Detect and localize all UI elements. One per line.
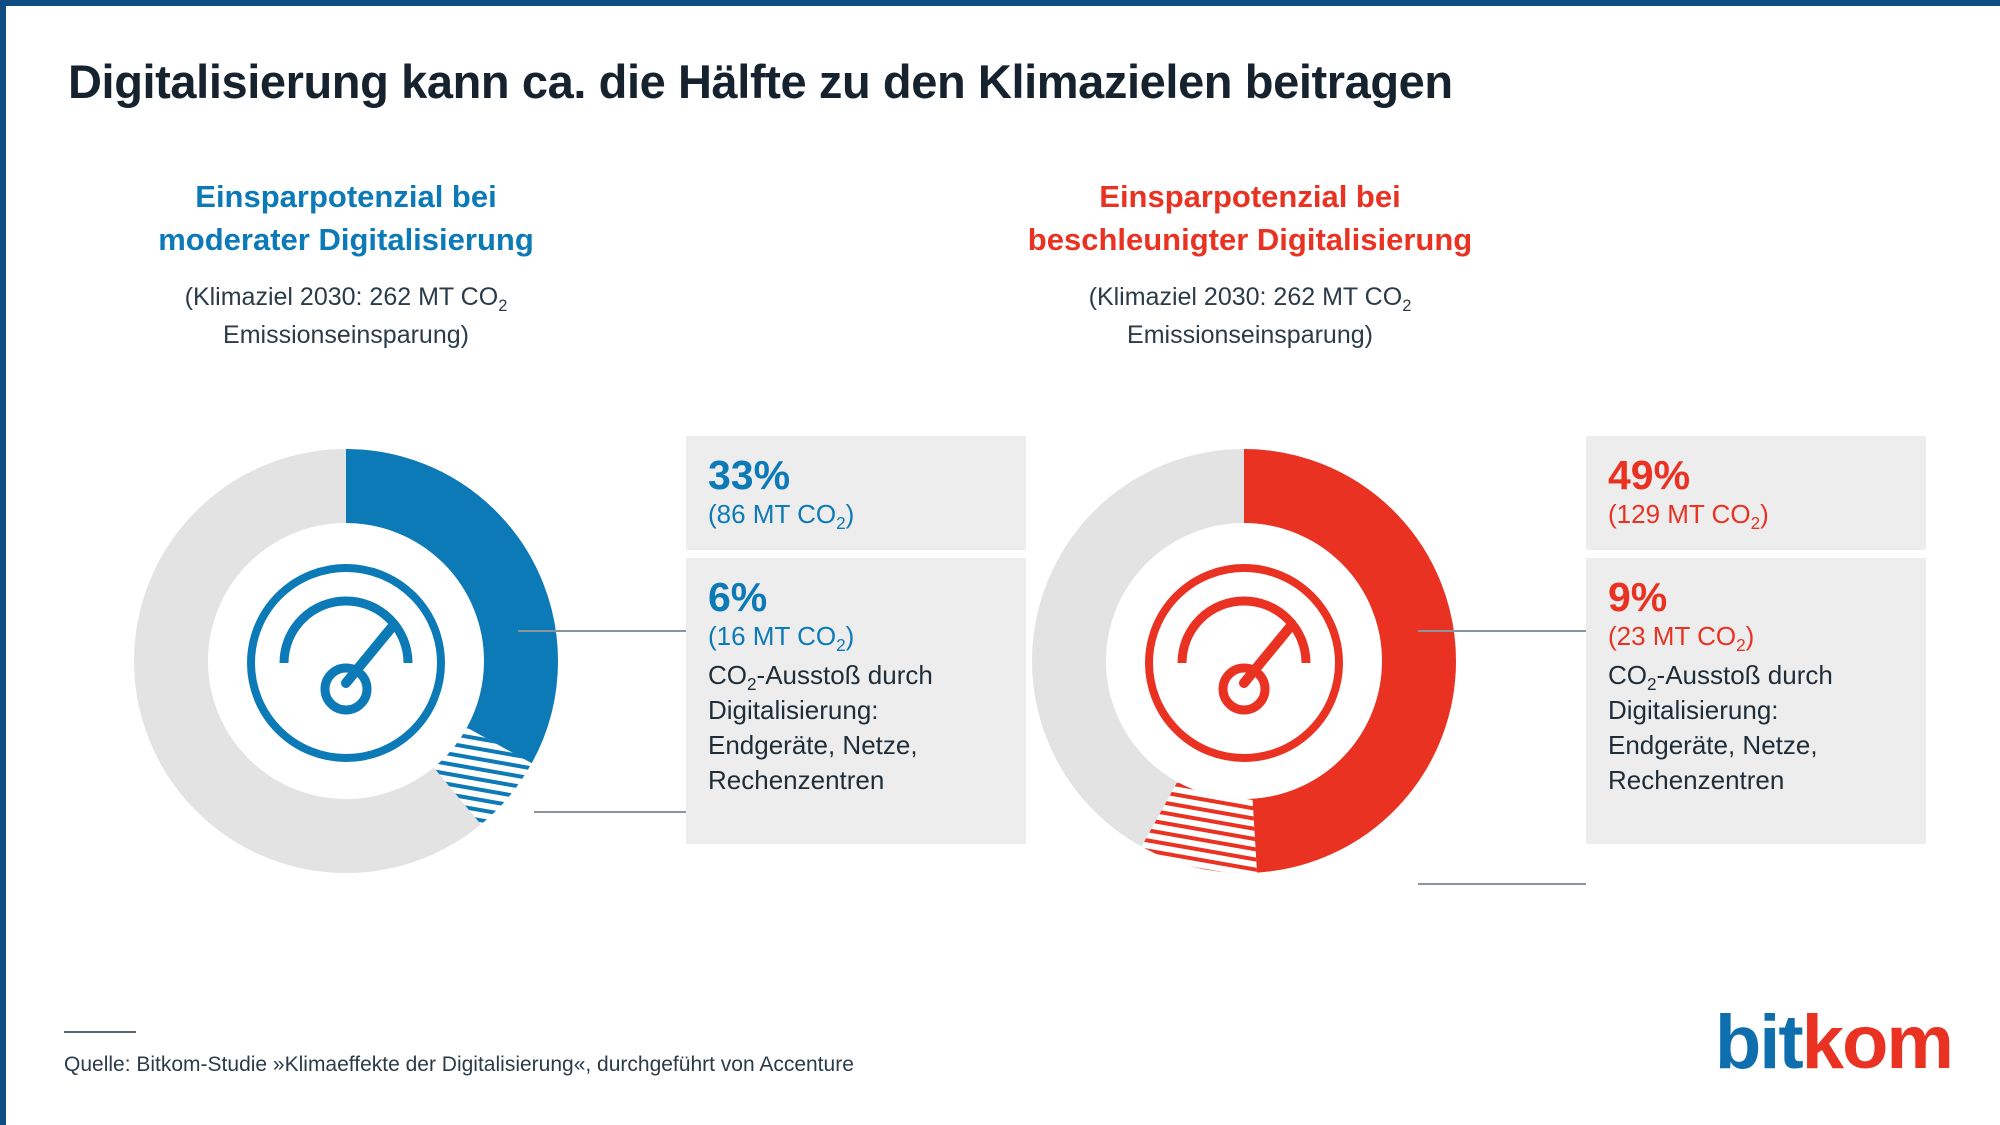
- panel-title-left: [66, 176, 626, 262]
- callout-saving-right-value: (129 MT $CO_2$): [1608, 499, 1769, 534]
- callout-emission-left: [686, 558, 1026, 844]
- panel-moderate-digitalisation: [66, 176, 996, 795]
- panel-subtitle-right-part1: (Klimaziel 2030: 262 MT CO: [1088, 282, 1403, 311]
- panel-title-right-line1: Einsparpotenzial bei: [1099, 179, 1401, 214]
- callout-emission-right-desc: $CO_2$-Ausstoß durch Digitalisierung: Endgeräte, Netze, Rechenzentren: [1608, 660, 1833, 795]
- donut-chart-left: [116, 431, 576, 891]
- footer-divider: [64, 1031, 136, 1033]
- co2-subscript: 2: [1736, 635, 1746, 656]
- panel-title-left-line2: moderater Digitalisierung: [158, 221, 534, 257]
- co2-subscript: 2: [1750, 513, 1761, 534]
- panel-subtitle-left-part2: Emissionseinsparung): [223, 321, 469, 350]
- callout-emission-right-percent: 9%: [1608, 574, 1668, 621]
- bitkom-logo: [1714, 1000, 1952, 1085]
- callout-saving-right-percent: 49%: [1608, 452, 1691, 498]
- page-title: Digitalisierung kann ca. die Hälfte zu den Klimazielen beitragen: [68, 55, 1453, 108]
- panel-header-left: [66, 176, 626, 355]
- callouts-left: [686, 436, 1026, 844]
- callout-emission-right: [1586, 558, 1926, 844]
- callout-emission-left-percent: 6%: [708, 574, 768, 621]
- panel-subtitle-left: [66, 278, 626, 356]
- gauge-icon-left: [251, 568, 441, 758]
- callout-emission-left-value: (16 MT $CO_2$): [708, 621, 855, 656]
- panel-accelerated-digitalisation: [966, 176, 1966, 795]
- panel-title-right-line2: beschleunigter Digitalisierung: [1027, 221, 1473, 257]
- bitkom-logo-part1: bit: [1714, 1000, 1802, 1085]
- callout-saving-left-value: (86 MT $CO_2$): [708, 499, 855, 534]
- callout-emission-right-value: (23 MT $CO_2$): [1608, 621, 1755, 656]
- callouts-right: [1586, 436, 1926, 844]
- donut-svg-left: [116, 431, 576, 891]
- co2-subscript: 2: [836, 513, 846, 534]
- callout-saving-left-percent: 33%: [708, 452, 791, 498]
- panel-subtitle-right-part2: Emissionseinsparung): [1127, 321, 1373, 350]
- panel-title-left-line1: Einsparpotenzial bei: [195, 179, 497, 214]
- panel-header-right: [970, 176, 1530, 355]
- panel-title-right: [970, 176, 1530, 262]
- co2-subscript: 2: [1647, 674, 1657, 695]
- gauge-icon-right: [1149, 568, 1339, 758]
- source-note: Quelle: Bitkom-Studie »Klimaeffekte der Digitalisierung«, durchgeführt von Accenture: [64, 1053, 854, 1076]
- donut-chart-right: [1014, 431, 1474, 891]
- co2-subscript: 2: [1402, 296, 1412, 315]
- callout-emission-left-desc: $CO_2$-Ausstoß durch Digitalisierung: Endgeräte, Netze, Rechenzentren: [708, 660, 933, 795]
- co2-subscript: 2: [836, 635, 846, 656]
- donut-svg-right: [1014, 431, 1474, 891]
- panel-subtitle-left-part1: (Klimaziel 2030: 262 MT CO: [184, 282, 499, 311]
- co2-subscript: 2: [498, 296, 508, 315]
- co2-subscript: 2: [747, 674, 757, 695]
- bitkom-logo-part2: kom: [1801, 1000, 1952, 1085]
- panel-subtitle-right: [970, 278, 1530, 356]
- callout-saving-left: [686, 436, 1026, 550]
- callout-saving-right: [1586, 436, 1926, 550]
